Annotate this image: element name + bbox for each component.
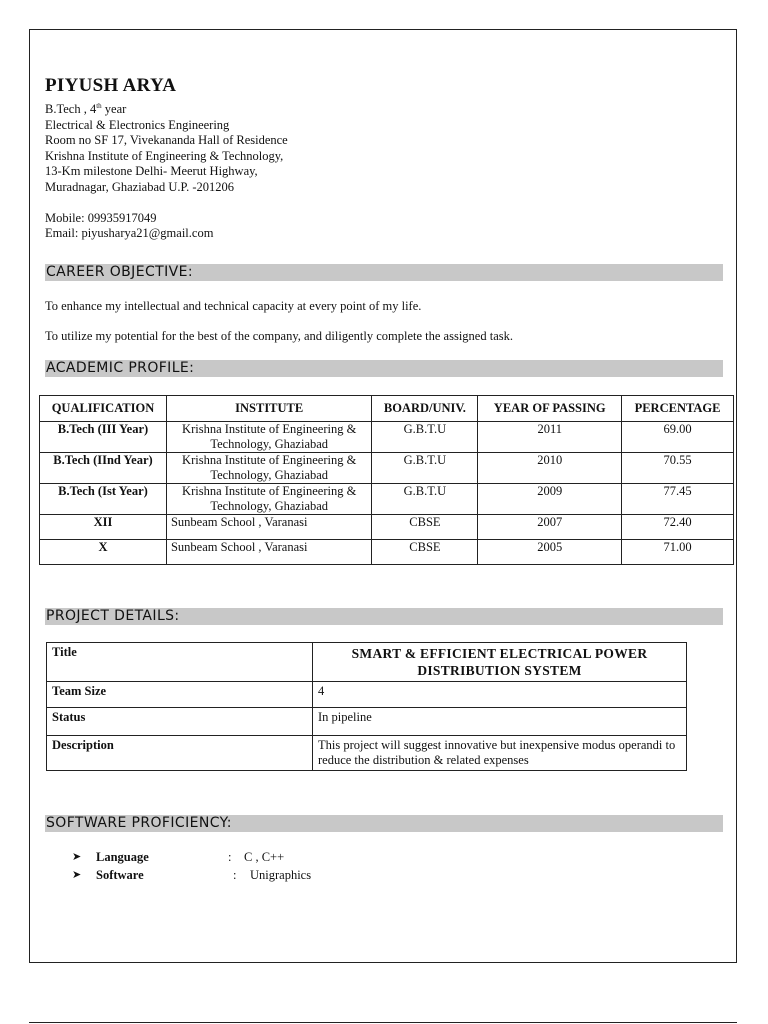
table-row: [47, 643, 687, 682]
skill-label: Software: [96, 868, 144, 882]
year-cell: 2010: [478, 453, 622, 484]
project-value: This project will suggest innovative but inexpensive modus operandi to reduce the distribution & related expenses: [313, 736, 687, 771]
degree-line: B.Tech , 4th year: [45, 102, 127, 116]
address-line: 13-Km milestone Delhi- Meerut Highway,: [45, 164, 258, 179]
objective-line: To utilize my potential for the best of the company, and diligently complete the assigned task.: [45, 329, 513, 343]
project-label: Team Size: [47, 682, 313, 708]
board-cell: G.B.T.U: [372, 484, 478, 515]
table-row: [47, 736, 687, 771]
institute-cell: Sunbeam School , Varanasi: [166, 540, 372, 565]
email-address: Email: piyusharya21@gmail.com: [45, 226, 214, 241]
software-proficiency-heading: SOFTWARE PROFICIENCY:: [45, 815, 723, 832]
column-header: QUALIFICATION: [40, 396, 167, 422]
table-row: [40, 540, 734, 565]
academic-table: [39, 395, 734, 565]
objective-line: To enhance my intellectual and technical capacity at every point of my life.: [45, 299, 422, 313]
next-page-border: [29, 1022, 737, 1023]
candidate-name: PIYUSH ARYA: [45, 75, 177, 96]
institute-cell: Krishna Institute of Engineering & Technology, Ghaziabad: [166, 453, 372, 484]
year-cell: 2011: [478, 422, 622, 453]
project-label: Status: [47, 708, 313, 736]
project-title-value: SMART & EFFICIENT ELECTRICAL POWER DISTRIBUTION SYSTEM: [313, 643, 687, 682]
column-header: YEAR OF PASSING: [478, 396, 622, 422]
table-row: [40, 453, 734, 484]
table-row: [47, 708, 687, 736]
resume-page: [29, 29, 737, 963]
qualification-cell: B.Tech (IInd Year): [40, 453, 167, 484]
year-cell: 2009: [478, 484, 622, 515]
percentage-cell: 69.00: [622, 422, 734, 453]
arrow-bullet-icon: ➤: [72, 850, 82, 863]
project-value: 4: [313, 682, 687, 708]
table-row: [40, 422, 734, 453]
skill-label: Language: [96, 850, 149, 864]
career-objective-heading: CAREER OBJECTIVE:: [45, 264, 723, 281]
project-label: Title: [47, 643, 313, 682]
skill-value: Unigraphics: [250, 868, 312, 882]
board-cell: CBSE: [372, 540, 478, 565]
qualification-cell: X: [40, 540, 167, 565]
institute-cell: Krishna Institute of Engineering & Technology, Ghaziabad: [166, 484, 372, 515]
project-table: [46, 642, 687, 771]
column-header: PERCENTAGE: [622, 396, 734, 422]
skill-value: C , C++: [244, 850, 285, 864]
board-cell: G.B.T.U: [372, 453, 478, 484]
column-header: INSTITUTE: [166, 396, 372, 422]
column-header: BOARD/UNIV.: [372, 396, 478, 422]
board-cell: CBSE: [372, 515, 478, 540]
academic-profile-heading: ACADEMIC PROFILE:: [45, 360, 723, 377]
percentage-cell: 71.00: [622, 540, 734, 565]
institute-cell: Sunbeam School , Varanasi: [166, 515, 372, 540]
percentage-cell: 77.45: [622, 484, 734, 515]
address-line: Krishna Institute of Engineering & Technology,: [45, 148, 284, 163]
year-cell: 2005: [478, 540, 622, 565]
address-line: Muradnagar, Ghaziabad U.P. -201206: [45, 179, 235, 194]
table-row: [40, 484, 734, 515]
skill-colon: :: [228, 850, 232, 864]
contact-block: [45, 102, 288, 242]
qualification-cell: B.Tech (Ist Year): [40, 484, 167, 515]
academic-header-row: [40, 396, 734, 422]
percentage-cell: 70.55: [622, 453, 734, 484]
table-row: [47, 682, 687, 708]
year-cell: 2007: [478, 515, 622, 540]
qualification-cell: B.Tech (III Year): [40, 422, 167, 453]
project-label: Description: [47, 736, 313, 771]
address-line: Electrical & Electronics Engineering: [45, 117, 230, 132]
project-details-heading: PROJECT DETAILS:: [45, 608, 723, 625]
project-value: In pipeline: [313, 708, 687, 736]
address-line: Room no SF 17, Vivekananda Hall of Residence: [45, 133, 288, 148]
percentage-cell: 72.40: [622, 515, 734, 540]
table-row: [40, 515, 734, 540]
institute-cell: Krishna Institute of Engineering & Technology, Ghaziabad: [166, 422, 372, 453]
skill-colon: :: [233, 868, 237, 882]
arrow-bullet-icon: ➤: [72, 868, 82, 881]
board-cell: G.B.T.U: [372, 422, 478, 453]
mobile-number: Mobile: 09935917049: [45, 210, 157, 225]
qualification-cell: XII: [40, 515, 167, 540]
